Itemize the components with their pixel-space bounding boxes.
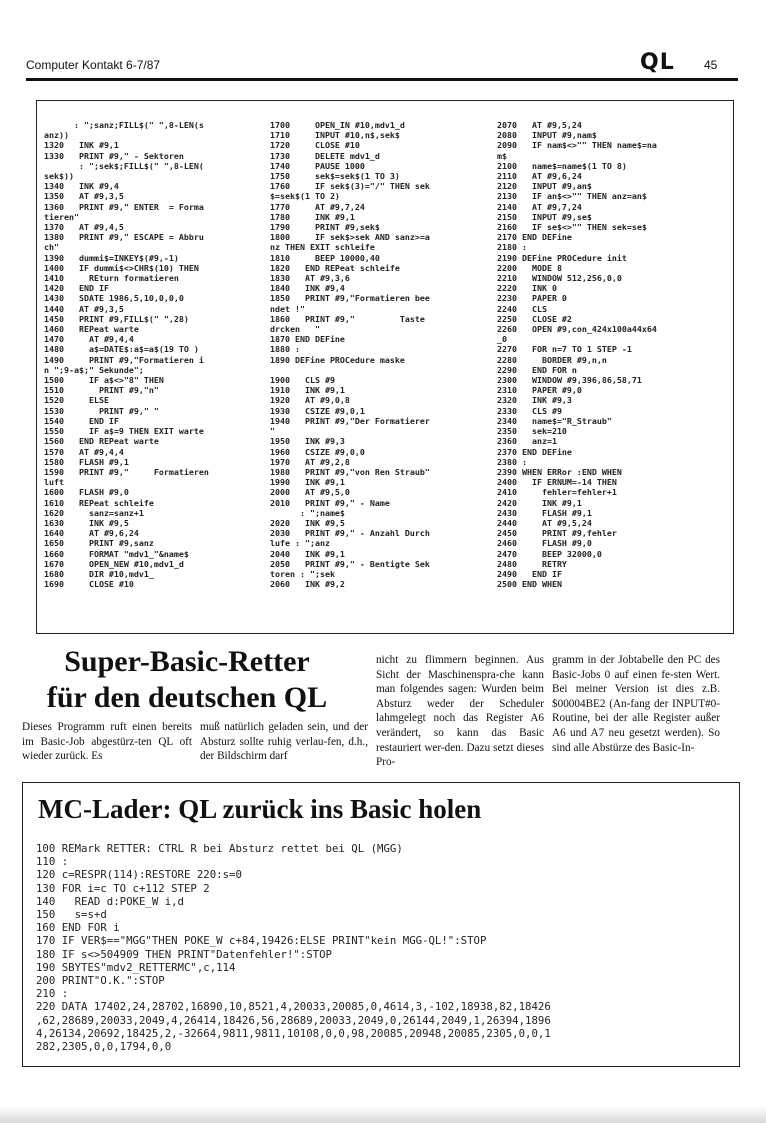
code-line: 2240 CLS bbox=[497, 303, 547, 314]
code-line: lufe : ";anz bbox=[270, 538, 330, 549]
magazine-issue-label: Computer Kontakt 6-7/87 bbox=[26, 58, 161, 72]
article-body-column-1: Dieses Programm ruft einen bereits im Basic-Job abgestürz-ten QL oft wieder zurück. Es bbox=[22, 721, 192, 763]
header-rule bbox=[26, 78, 738, 81]
code-line: 2050 PRINT #9," - Bentigte Sek bbox=[270, 558, 430, 569]
loader-title: MC-Lader: QL zurück ins Basic holen bbox=[38, 794, 482, 824]
code-line: 1900 CLS #9 bbox=[270, 375, 335, 386]
code-line: 1410 REturn formatieren bbox=[44, 273, 179, 284]
code-line: 2450 PRINT #9,fehler bbox=[497, 528, 617, 539]
code-line: 1320 INK #9,1 bbox=[44, 140, 119, 151]
code-line: 1680 DIR #10,mdv1_ bbox=[44, 568, 154, 579]
code-line: ch" bbox=[44, 242, 59, 253]
code-line: 2500 END WHEN bbox=[497, 579, 562, 590]
code-line: 1430 SDATE 1986,5,10,0,0,0 bbox=[44, 293, 184, 304]
code-line: 2400 IF ERNUM=-14 THEN bbox=[497, 477, 617, 488]
code-line: 2460 FLASH #9,0 bbox=[497, 538, 592, 549]
page-number: 45 bbox=[704, 58, 718, 72]
code-line: 2200 MODE 8 bbox=[497, 262, 562, 273]
code-line: 1560 END REPeat warte bbox=[44, 436, 159, 447]
code-line: 1380 PRINT #9," ESCAPE = Abbru bbox=[44, 232, 204, 243]
code-line: 1580 FLASH #9,1 bbox=[44, 456, 129, 467]
code-line: 1700 OPEN_IN #10,mdv1_d bbox=[270, 120, 405, 130]
code-line: 1820 END REPeat schleife bbox=[270, 262, 400, 273]
code-line: 2380 : bbox=[497, 456, 527, 467]
code-line: $=sek$(1 TO 2) bbox=[270, 191, 340, 202]
listing-column-3 bbox=[497, 120, 657, 589]
code-line: : ";sanz;FILL$(" ",8-LEN(s bbox=[44, 120, 204, 130]
code-line: 2360 anz=1 bbox=[497, 436, 557, 447]
code-line: drcken " bbox=[270, 324, 320, 335]
code-line: 2090 IF nam$<>"" THEN name$=na bbox=[497, 140, 657, 151]
page-bottom-edge bbox=[0, 1106, 766, 1123]
code-line: 2120 INPUT #9,an$ bbox=[497, 181, 592, 192]
code-line: 1600 FLASH #9,0 bbox=[44, 487, 129, 498]
code-line: 2220 INK 0 bbox=[497, 283, 557, 294]
code-line: 2350 sek=210 bbox=[497, 426, 567, 437]
code-line: 1510 PRINT #9,"n" bbox=[44, 385, 159, 396]
code-line: ,62,28689,20033,2049,4,26414,18426,56,28689,20033,2049,0,26144,2049,1,26394,1896 bbox=[36, 1013, 551, 1027]
code-line: 1590 PRINT #9," Formatieren bbox=[44, 466, 209, 477]
code-line: m$ bbox=[497, 150, 507, 161]
article-body-column-2: muß natürlich geladen sein, und der Absturz sollte ruhig verlau-fen, d.h., der Bildschirm darf bbox=[200, 721, 368, 763]
code-line: 1370 AT #9,4,5 bbox=[44, 222, 124, 233]
code-line: 1470 AT #9,4,4 bbox=[44, 334, 134, 345]
code-line: 1500 IF a$<>"8" THEN bbox=[44, 375, 164, 386]
code-line: 2210 WINDOW 512,256,0,0 bbox=[497, 273, 622, 284]
code-line: 1980 PRINT #9,"von Ren Straub" bbox=[270, 466, 430, 477]
code-line: 2340 name$="R_Straub" bbox=[497, 415, 612, 426]
code-line: 1390 dummi$=INKEY$(#9,-1) bbox=[44, 252, 179, 263]
article-body-column-3: nicht zu flimmern beginnen. Aus Sicht der Maschinenspra-che kann man folgendes sagen: Wurden beim Absturz weder der Scheduler lahmgelegt noch das Register A6 verändert, so kann das Basic restauriert wer-den. Dazu setzt dieses Pro- bbox=[376, 654, 544, 769]
code-line: 2440 AT #9,5,24 bbox=[497, 517, 592, 528]
code-line: : ";sek$;FILL$(" ",8-LEN( bbox=[44, 160, 204, 171]
code-line: 2230 PAPER 0 bbox=[497, 293, 567, 304]
code-line: 220 DATA 17402,24,28702,16890,10,8521,4,20033,20085,0,4614,3,-102,18938,82,18426 bbox=[36, 1000, 551, 1014]
code-line: 140 READ d:POKE_W i,d bbox=[36, 894, 184, 908]
code-line: 1960 CSIZE #9,0,0 bbox=[270, 446, 365, 457]
article-headline-line-2: für den deutschen QL bbox=[46, 681, 328, 714]
code-line: 2140 AT #9,7,24 bbox=[497, 201, 582, 212]
code-line: 1910 INK #9,1 bbox=[270, 385, 345, 396]
code-line: 2070 AT #9,5,24 bbox=[497, 120, 582, 130]
code-line: ndet !" bbox=[270, 303, 305, 314]
code-line: 1860 PRINT #9," Taste bbox=[270, 313, 425, 324]
listing-column-1 bbox=[44, 120, 209, 589]
article-headline-line-1: Super-Basic-Retter bbox=[64, 645, 310, 678]
code-line: 1790 PRINT #9,sek$ bbox=[270, 222, 380, 233]
code-line: 1480 a$=DATE$:a$=a$(19 TO ) bbox=[44, 344, 199, 355]
code-line: 1490 PRINT #9,"Formatieren i bbox=[44, 354, 204, 365]
code-line: 1340 INK #9,4 bbox=[44, 181, 119, 192]
code-line: 1840 INK #9,4 bbox=[270, 283, 345, 294]
code-line: 1850 PRINT #9,"Formatieren bee bbox=[270, 293, 430, 304]
code-line: 180 IF s<>504909 THEN PRINT"Datenfehler!":STOP bbox=[36, 947, 332, 961]
code-line: 1540 END IF bbox=[44, 415, 119, 426]
code-line: sek$)) bbox=[44, 171, 74, 182]
code-line: 1460 REPeat warte bbox=[44, 324, 139, 335]
code-line: 1920 AT #9,0,8 bbox=[270, 395, 350, 406]
code-line: anz)) bbox=[44, 130, 69, 141]
code-line: luft bbox=[44, 477, 64, 488]
code-line: 1770 AT #9,7,24 bbox=[270, 201, 365, 212]
code-line: 1740 PAUSE 1000 bbox=[270, 160, 365, 171]
code-line: 1890 DEFine PROCedure maske bbox=[270, 354, 405, 365]
code-line: 190 SBYTES"mdv2_RETTERMC",c,114 bbox=[36, 960, 236, 974]
code-line: 1400 IF dummi$<>CHR$(10) THEN bbox=[44, 262, 199, 273]
code-line: 2270 FOR n=7 TO 1 STEP -1 bbox=[497, 344, 632, 355]
code-line: 160 END FOR i bbox=[36, 921, 120, 935]
code-line: 1450 PRINT #9,FILL$(" ",28) bbox=[44, 313, 189, 324]
code-line: 1360 PRINT #9," ENTER = Forma bbox=[44, 201, 204, 212]
code-line: 1420 END IF bbox=[44, 283, 109, 294]
section-title: QL bbox=[640, 50, 675, 75]
code-line: 2490 END IF bbox=[497, 568, 562, 579]
code-line: 1640 AT #9,6,24 bbox=[44, 528, 139, 539]
code-line: n ";9-a$;" Sekunde"; bbox=[44, 364, 144, 375]
code-line: 2160 IF se$<>"" THEN sek=se$ bbox=[497, 222, 647, 233]
code-line: 2150 INPUT #9,se$ bbox=[497, 211, 592, 222]
code-line: 1330 PRINT #9," - Sektoren bbox=[44, 150, 184, 161]
code-line: 1830 AT #9,3,6 bbox=[270, 273, 350, 284]
code-line: 2100 name$=name$(1 TO 8) bbox=[497, 160, 627, 171]
code-line: 2030 PRINT #9," - Anzahl Durch bbox=[270, 528, 430, 539]
code-line: 2180 : bbox=[497, 242, 527, 253]
code-line: 1990 INK #9,1 bbox=[270, 477, 345, 488]
code-line: 130 FOR i=c TO c+112 STEP 2 bbox=[36, 881, 210, 895]
code-line: 1760 IF sek$(3)="/" THEN sek bbox=[270, 181, 430, 192]
code-line: 1690 CLOSE #10 bbox=[44, 579, 134, 590]
code-line bbox=[270, 365, 430, 375]
code-line: : ";name$ bbox=[270, 507, 345, 518]
code-line: 1620 sanz=sanz+1 bbox=[44, 507, 144, 518]
code-line: 2420 INK #9,1 bbox=[497, 497, 582, 508]
code-line: 2430 FLASH #9,1 bbox=[497, 507, 592, 518]
code-line: 2320 INK #9,3 bbox=[497, 395, 572, 406]
code-line: 2410 fehler=fehler+1 bbox=[497, 487, 617, 498]
code-line: 150 s=s+d bbox=[36, 908, 107, 922]
code-line: 1440 AT #9,3,5 bbox=[44, 303, 124, 314]
code-line: 2470 BEEP 32000,0 bbox=[497, 548, 602, 559]
code-line: 1570 AT #9,4,4 bbox=[44, 446, 124, 457]
code-line: 2040 INK #9,1 bbox=[270, 548, 345, 559]
code-line: 1930 CSIZE #9,0,1 bbox=[270, 405, 365, 416]
code-line: 2260 OPEN #9,con_424x100a44x64 bbox=[497, 324, 657, 335]
code-line: 100 REMark RETTER: CTRL R bei Absturz rettet bei QL (MGG) bbox=[36, 842, 403, 855]
code-line: 1940 PRINT #9,"Der Formatierer bbox=[270, 415, 430, 426]
code-line: 2300 WINDOW #9,396,86,58,71 bbox=[497, 375, 642, 386]
code-line: _0 bbox=[497, 334, 507, 345]
code-line: 2080 INPUT #9,nam$ bbox=[497, 130, 597, 141]
code-line: 4,26134,20692,18425,2,-32664,9811,9811,10108,0,0,98,20085,20948,20085,2305,0,0,1 bbox=[36, 1026, 551, 1040]
code-line: 1660 FORMAT "mdv1_"&name$ bbox=[44, 548, 189, 559]
code-line: 2190 DEFine PROCedure init bbox=[497, 252, 627, 263]
code-line: 1350 AT #9,3,5 bbox=[44, 191, 124, 202]
code-line: 2370 END DEFine bbox=[497, 446, 572, 457]
code-line: 282,2305,0,0,1794,0,0 bbox=[36, 1040, 172, 1054]
code-line: 1650 PRINT #9,sanz bbox=[44, 538, 154, 549]
code-line: " bbox=[270, 426, 275, 437]
code-line: 1670 OPEN_NEW #10,mdv1_d bbox=[44, 558, 184, 569]
code-line: 2330 CLS #9 bbox=[497, 405, 562, 416]
code-line: 2130 IF an$<>"" THEN anz=an$ bbox=[497, 191, 647, 202]
code-line: 110 : bbox=[36, 855, 69, 869]
code-line: 1870 END DEFine bbox=[270, 334, 345, 345]
code-line: 210 : bbox=[36, 987, 69, 1001]
loader-code bbox=[36, 842, 551, 1053]
code-line: 1780 INK #9,1 bbox=[270, 211, 355, 222]
code-line: tieren" bbox=[44, 211, 79, 222]
article-body-column-4: gramm in der Jobtabelle den PC des Basic-Jobs 0 auf einen fe-sten Wert. Bei meiner Version ist dies z.B. $00004BE2 (An-fang der INPUT#0-Routine, bei der alle Register außer A6 und A7 neu gesetzt werden). So sind alle Abstürze des Basic-In- bbox=[552, 654, 720, 754]
code-line: 120 c=RESPR(114):RESTORE 220:s=0 bbox=[36, 868, 242, 882]
code-line: nz THEN EXIT schleife bbox=[270, 242, 375, 253]
code-line: 1950 INK #9,3 bbox=[270, 436, 345, 447]
code-line: 2000 AT #9,5,0 bbox=[270, 487, 350, 498]
code-line: 1880 : bbox=[270, 344, 300, 355]
code-line: 1710 INPUT #10,n$,sek$ bbox=[270, 130, 400, 141]
code-line: 1550 IF a$=9 THEN EXIT warte bbox=[44, 426, 204, 437]
code-line: 2480 RETRY bbox=[497, 558, 567, 569]
code-line: 2110 AT #9,6,24 bbox=[497, 171, 582, 182]
code-line: 2060 INK #9,2 bbox=[270, 579, 345, 590]
code-line: 1630 INK #9,5 bbox=[44, 517, 129, 528]
listing-column-2 bbox=[270, 120, 430, 589]
code-line: 2280 BORDER #9,n,n bbox=[497, 354, 607, 365]
code-line: 2250 CLOSE #2 bbox=[497, 313, 572, 324]
code-line: 1810 BEEP 10000,40 bbox=[270, 252, 380, 263]
code-line: 1970 AT #9,2,8 bbox=[270, 456, 350, 467]
code-line: 1530 PRINT #9," " bbox=[44, 405, 159, 416]
code-line: 1800 IF sek$>sek AND sanz>=a bbox=[270, 232, 430, 243]
code-line: 200 PRINT"O.K.":STOP bbox=[36, 974, 165, 988]
code-line: 2010 PRINT #9," - Name bbox=[270, 497, 390, 508]
article-headline bbox=[22, 644, 352, 716]
code-line: 2390 WHEN ERRor :END WHEN bbox=[497, 466, 622, 477]
code-line: 170 IF VER$=="MGG"THEN POKE_W c+84,19426:ELSE PRINT"kein MGG-QL!":STOP bbox=[36, 934, 487, 948]
code-line: 2020 INK #9,5 bbox=[270, 517, 345, 528]
code-line: 2310 PAPER #9,0 bbox=[497, 385, 582, 396]
code-line: 1720 CLOSE #10 bbox=[270, 140, 360, 151]
code-line: 2290 END FOR n bbox=[497, 364, 577, 375]
code-line: toren : ";sek bbox=[270, 568, 335, 579]
code-line: 2170 END DEFine bbox=[497, 232, 572, 243]
code-line: 1520 ELSE bbox=[44, 395, 109, 406]
code-line: 1730 DELETE mdv1_d bbox=[270, 150, 380, 161]
code-line: 1750 sek$=sek$(1 TO 3) bbox=[270, 171, 400, 182]
code-line: 1610 REPeat schleife bbox=[44, 497, 154, 508]
